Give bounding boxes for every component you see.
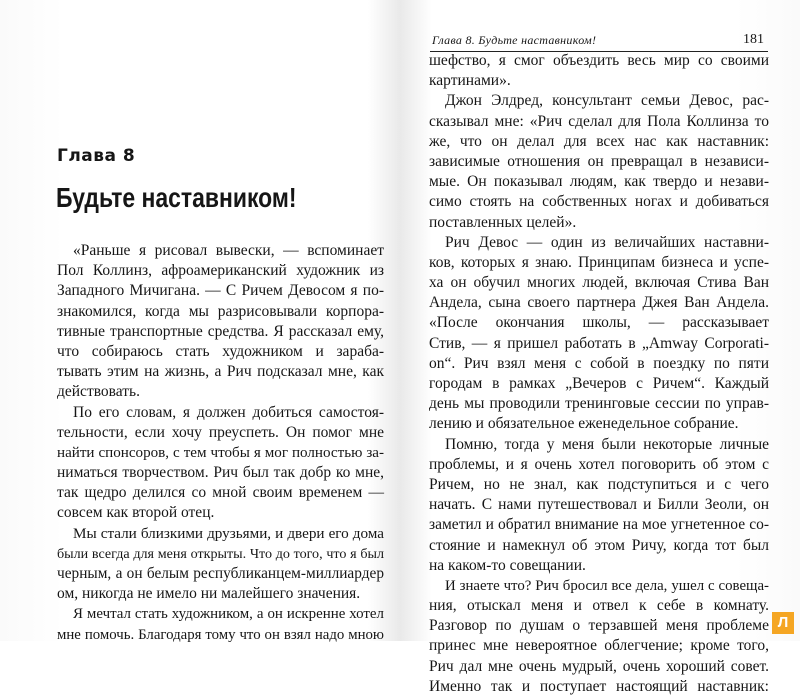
text-line: Джон Элдред, консультант семьи Девос, рас- <box>445 92 769 110</box>
text-line: Рич дал мне очень мудрый, очень хороший совет. <box>429 657 769 675</box>
text-line: тельности, если хочу преуспеть. Он помог мне <box>57 423 384 441</box>
text-line: поставленных целей». <box>429 213 577 231</box>
text-line: на каком-то совещании. <box>429 556 586 574</box>
text-line: «После окончания школы, — рассказывает <box>429 314 769 332</box>
left-page <box>0 0 400 641</box>
text-line: Ричем, но не знал, как подступиться и с чего <box>429 475 769 493</box>
text-line: принес мне невероятное облегчение; кроме того, <box>429 637 769 655</box>
text-line: знакомился, когда мы разрисовывали корпора- <box>57 302 384 320</box>
text-line: симо стоять на собственных ногах и добиваться <box>429 193 769 211</box>
text-line: Андела, сына своего партнера Джея Ван Андела. <box>429 294 769 312</box>
text-line: Западного Мичигана. — С Ричем Девосом я по- <box>57 282 384 300</box>
chapter-label: Глава 8 <box>57 146 136 166</box>
text-line: on“. Рич взял меня с собой в поездку по пяти <box>429 354 769 372</box>
text-line: шефство, я смог объездить весь мир со своими <box>429 52 769 69</box>
text-line: Разговор по душам о терзавшей меня проблеме <box>429 617 769 635</box>
text-line: мне помочь. Благодаря тому что он взял надо мною <box>57 626 384 643</box>
text-line: ом, никогда не имело ни малейшего значения. <box>57 585 361 603</box>
right-body-text <box>429 51 769 697</box>
text-line: действовать. <box>57 383 140 401</box>
text-line: По его словам, я должен добиться самостоя- <box>73 403 384 421</box>
text-line: Стив, — я пришел работать в „Amway Corporati- <box>429 334 769 352</box>
running-head-title: Глава 8. Будьте наставником! <box>432 33 597 47</box>
text-line: ков, которых я знаю. Принципам бизнеса и успе- <box>429 253 769 271</box>
text-line: картинами». <box>429 72 511 90</box>
text-line: ния, отыскал меня и отвел к себе в комнату. <box>429 597 769 615</box>
text-line: же, что он делал для всех нас как наставник: <box>429 132 769 150</box>
left-body-text <box>57 241 384 645</box>
text-line: Я мечтал стать художником, а он искренне хотел <box>73 606 384 623</box>
text-line: Рич Девос — один из величайших наставни- <box>445 233 769 251</box>
running-head <box>430 31 768 52</box>
text-line: совсем как второй отец. <box>57 504 215 522</box>
text-line: начать. С нами путешествовал и Билли Зеоли, он <box>429 496 769 514</box>
text-line: Пол Коллинз, афроамериканский художник из <box>57 262 384 280</box>
text-line: Мы стали близкими друзьями, и двери его дома <box>73 524 384 542</box>
text-line: сказывал мне: «Рич сделал для Пола Коллинза то <box>429 112 769 130</box>
text-line: городам в рамках „Вечеров с Ричем“. Каждый <box>429 375 769 392</box>
text-line: И знаете что? Рич бросил все дела, ушел с совеща- <box>445 577 769 594</box>
chapter-title: Будьте наставником! <box>56 182 297 213</box>
text-line: черным, а он белым республиканцем-миллиардер <box>57 565 384 582</box>
text-line: стояние и намекнул об этом Ричу, когда тот был <box>429 536 769 554</box>
page-number: 181 <box>743 32 764 47</box>
text-line: что собираюсь стать художником и зараба- <box>57 342 384 360</box>
text-line: Помню, тогда у меня были некоторые личные <box>445 435 769 453</box>
text-line: Именно так и поступает настоящий наставник: <box>429 677 769 695</box>
text-line: так щедро делился со мной своим временем — <box>57 484 384 502</box>
litres-logo-icon: Л <box>772 612 794 634</box>
text-line: день мы проводили тренинговые сессии по управ- <box>429 395 769 413</box>
text-line: мые. Он показывал людям, как твердо и незави- <box>429 173 769 191</box>
text-line: заметил и обратил внимание на мое угнетенное со- <box>429 516 769 534</box>
text-line: лению и обязательное еженедельное собрание. <box>429 415 739 433</box>
text-line: были всегда для меня открыты. Что до того, что я был <box>57 545 384 562</box>
text-line: тывать этим на жизнь, а Рич подсказал мне, как <box>57 363 384 381</box>
text-line: «Раньше я рисовал вывески, — вспоминает <box>73 242 384 259</box>
text-line: тивные транспортные средства. Я рассказал ему, <box>57 322 384 340</box>
text-line: проблемы, и я очень хотел поговорить об этом с <box>429 455 769 473</box>
text-line: зависимые отношения он превращал в независи- <box>429 152 769 170</box>
text-line: ха он обучил многих людей, включая Стива Ван <box>429 274 769 292</box>
text-line: найти спонсоров, с тем чтобы я мог полностью за- <box>57 444 384 461</box>
text-line: ниматься творчеством. Рич был так добр ко мне, <box>57 464 384 482</box>
